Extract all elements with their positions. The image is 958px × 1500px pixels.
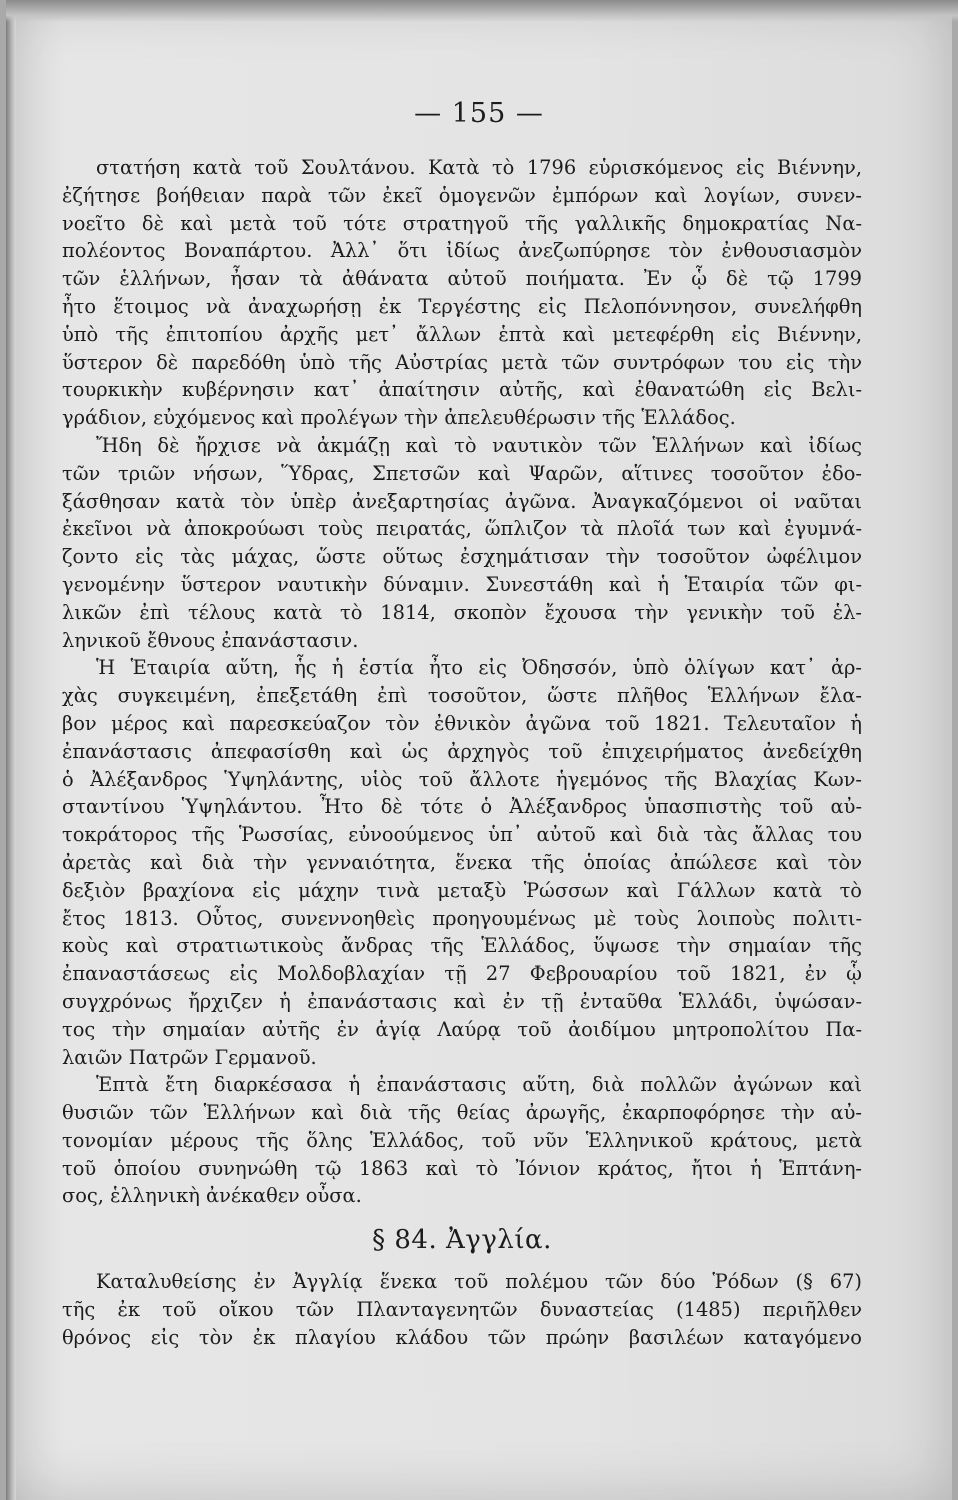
- text-line: συγχρόνως ἤρχιζεν ἡ ἐπανάστασις καὶ ἐν τῇ ἐνταῦθα Ἑλλάδι, ὑψώσαν-: [62, 989, 862, 1013]
- paragraph: [62, 154, 862, 432]
- paragraph: [62, 654, 862, 1071]
- text-line: δεξιὸν βραχίονα εἰς μάχην τινὰ μεταξὺ Ῥώσσων καὶ Γάλλων κατὰ τὸ: [62, 878, 862, 902]
- text-line: τῶν ἑλλήνων, ἦσαν τὰ ἀθάνατα αὐτοῦ ποιήματα. Ἐν ᾧ δὲ τῷ 1799: [62, 267, 862, 291]
- text-line: θυσιῶν τῶν Ἑλλήνων καὶ διὰ τῆς θείας ἀρωγῆς, ἐκαρποφόρησε τὴν αὐ-: [62, 1101, 862, 1125]
- text-line: ἐπανάστασις ἀπεφασίσθη καὶ ὡς ἀρχηγὸς τοῦ ἐπιχειρήματος ἀνεδείχθη: [62, 739, 862, 763]
- paragraph: [62, 1071, 862, 1210]
- final-paragraph-container: [62, 1268, 862, 1351]
- text-line: θρόνος εἰς τὸν ἐκ πλαγίου κλάδου τῶν πρώην βασιλέων καταγόμενο: [62, 1325, 862, 1349]
- text-line: τοῦ ὁποίου συνηνώθη τῷ 1863 καὶ τὸ Ἰόνιον κράτος, ἤτοι ἡ Ἑπτάνη-: [62, 1156, 862, 1180]
- text-line: σταντίνου Ὑψηλάντου. Ἦτο δὲ τότε ὁ Ἀλέξανδρος ὑπασπιστὴς τοῦ αὐ-: [62, 795, 862, 819]
- page-top-edge-shadow: [6, 0, 958, 22]
- text-line: ἐπαναστάσεως εἰς Μολδοβλαχίαν τῇ 27 Φεβρουαρίου τοῦ 1821, ἐν ᾧ: [62, 962, 862, 986]
- page-body-text: [62, 154, 862, 1352]
- text-line: ἔτος 1813. Οὗτος, συνεννοηθεὶς προηγουμένως μὲ τοὺς λοιποὺς πολιτι-: [62, 906, 862, 930]
- text-line: ζοντο εἰς τὰς μάχας, ὥστε οὕτως ἐσχημάτισαν τὴν τοσοῦτον ὠφέλιμον: [62, 545, 862, 569]
- paragraph: [62, 1268, 862, 1351]
- text-line: Καταλυθείσης ἐν Ἀγγλίᾳ ἕνεκα τοῦ πολέμου τῶν δύο Ῥόδων (§ 67): [96, 1270, 862, 1294]
- text-line: τος τὴν σημαίαν αὐτῆς ἐν ἁγίᾳ Λαύρᾳ τοῦ ἀοιδίμου μητροπολίτου Πα-: [62, 1017, 862, 1041]
- text-line: γράδιον, εὐχόμενος καὶ προλέγων τὴν ἀπελευθέρωσιν τῆς Ἑλλάδος.: [62, 406, 736, 430]
- text-line: χὰς συγκειμένη, ἐπεξετάθη ἐπὶ τοσοῦτον, ὥστε πλῆθος Ἑλλήνων ἔλα-: [62, 684, 862, 708]
- text-line: βον μέρος καὶ παρεσκεύαζον τὸν ἐθνικὸν ἀγῶνα τοῦ 1821. Τελευταῖον ἡ: [62, 711, 862, 735]
- text-line: Ἤδη δὲ ἤρχισε νὰ ἀκμάζῃ καὶ τὸ ναυτικὸν τῶν Ἑλλήνων καὶ ἰδίως: [96, 433, 862, 457]
- text-line: ἐκεῖνοι νὰ ἀποκρούωσι τοὺς πειρατάς, ὥπλιζον τὰ πλοῖά των καὶ ἐγυμνά-: [62, 517, 862, 541]
- text-line: τονομίαν μέρους τῆς ὅλης Ἑλλάδος, τοῦ νῦν Ἑλληνικοῦ κράτους, μετὰ: [62, 1128, 862, 1152]
- text-line: ὑπὸ τῆς ἐπιτοπίου ἀρχῆς μετ᾽ ἄλλων ἑπτὰ καὶ μετεφέρθη εἰς Βιέννην,: [62, 322, 862, 346]
- text-line: γενομένην ὕστερον ναυτικὴν δύναμιν. Συνεστάθη καὶ ἡ Ἑταιρία τῶν φι-: [62, 572, 862, 596]
- section-heading: § 84. Ἀγγλία.: [372, 1225, 552, 1256]
- text-line: στατήση κατὰ τοῦ Σουλτάνου. Κατὰ τὸ 1796 εὑρισκόμενος εἰς Βιέννην,: [96, 156, 862, 179]
- text-line: ἀρετὰς καὶ διὰ τὴν γενναιότητα, ἕνεκα τῆς ὁποίας ἀπώλεσε καὶ τὸν: [62, 850, 862, 874]
- text-line: Ἑπτὰ ἔτη διαρκέσασα ἡ ἐπανάστασις αὕτη, διὰ πολλῶν ἀγώνων καὶ: [96, 1073, 862, 1097]
- paragraph: [62, 432, 862, 654]
- text-line: κοὺς καὶ στρατιωτικοὺς ἄνδρας τῆς Ἑλλάδος, ὕψωσε τὴν σημαίαν τῆς: [62, 934, 862, 958]
- text-line: ἦτο ἕτοιμος νὰ ἀναχωρήσῃ ἐκ Τεργέστης εἰς Πελοπόννησον, συνελήφθη: [62, 294, 862, 318]
- text-line: ὕστερον δὲ παρεδόθη ὑπὸ τῆς Αὐστρίας μετὰ τῶν συντρόφων του εἰς τὴν: [62, 350, 862, 374]
- text-line: λαιῶν Πατρῶν Γερμανοῦ.: [62, 1045, 317, 1069]
- page-number: — 155 —: [414, 98, 544, 129]
- text-line: τῆς ἐκ τοῦ οἴκου τῶν Πλανταγενητῶν δυναστείας (1485) περιῆλθεν: [62, 1298, 862, 1322]
- text-line: σος, ἑλληνικὴ ἀνέκαθεν οὖσα.: [62, 1184, 362, 1208]
- text-line: τοκράτορος τῆς Ῥωσσίας, εὐνοούμενος ὑπ᾽ αὐτοῦ καὶ διὰ τὰς ἄλλας του: [62, 823, 862, 847]
- text-line: πολέοντος Βοναπάρτου. Ἀλλ᾽ ὅτι ἰδίως ἀνεζωπύρησε τὸν ἐνθουσιασμὸν: [62, 239, 862, 263]
- text-line: ὁ Ἀλέξανδρος Ὑψηλάντης, υἱὸς τοῦ ἄλλοτε ἡγεμόνος τῆς Βλαχίας Κων-: [62, 767, 862, 791]
- text-line: τουρκικὴν κυβέρνησιν κατ᾽ ἀπαίτησιν αὐτῆς, καὶ ἐθανατώθη εἰς Βελι-: [62, 378, 862, 402]
- page-left-edge-shadow: [6, 0, 16, 1500]
- text-line: λικῶν ἐπὶ τέλους κατὰ τὸ 1814, σκοπὸν ἔχουσα τὴν γενικὴν τοῦ ἑλ-: [62, 600, 862, 624]
- text-line: Ἡ Ἑταιρία αὕτη, ἧς ἡ ἑστία ἦτο εἰς Ὀδησσόν, ὑπὸ ὀλίγων κατ᾽ ἀρ-: [96, 656, 862, 680]
- text-line: ληνικοῦ ἔθνους ἐπανάστασιν.: [62, 628, 359, 652]
- text-line: τῶν τριῶν νήσων, Ὕδρας, Σπετσῶν καὶ Ψαρῶν, αἵτινες τοσοῦτον ἐδο-: [62, 461, 862, 485]
- text-line: ξάσθησαν κατὰ τὸν ὑπὲρ ἀνεξαρτησίας ἀγῶνα. Ἀναγκαζόμενοι οἱ ναῦται: [62, 489, 862, 513]
- text-line: νοεῖτο δὲ καὶ μετὰ τοῦ τότε στρατηγοῦ τῆς γαλλικῆς δημοκρατίας Να-: [62, 211, 862, 235]
- paragraphs-container: [62, 154, 862, 1210]
- text-line: ἐζήτησε βοήθειαν παρὰ τῶν ἐκεῖ ὁμογενῶν ἐμπόρων καὶ λογίων, συνεν-: [62, 183, 862, 207]
